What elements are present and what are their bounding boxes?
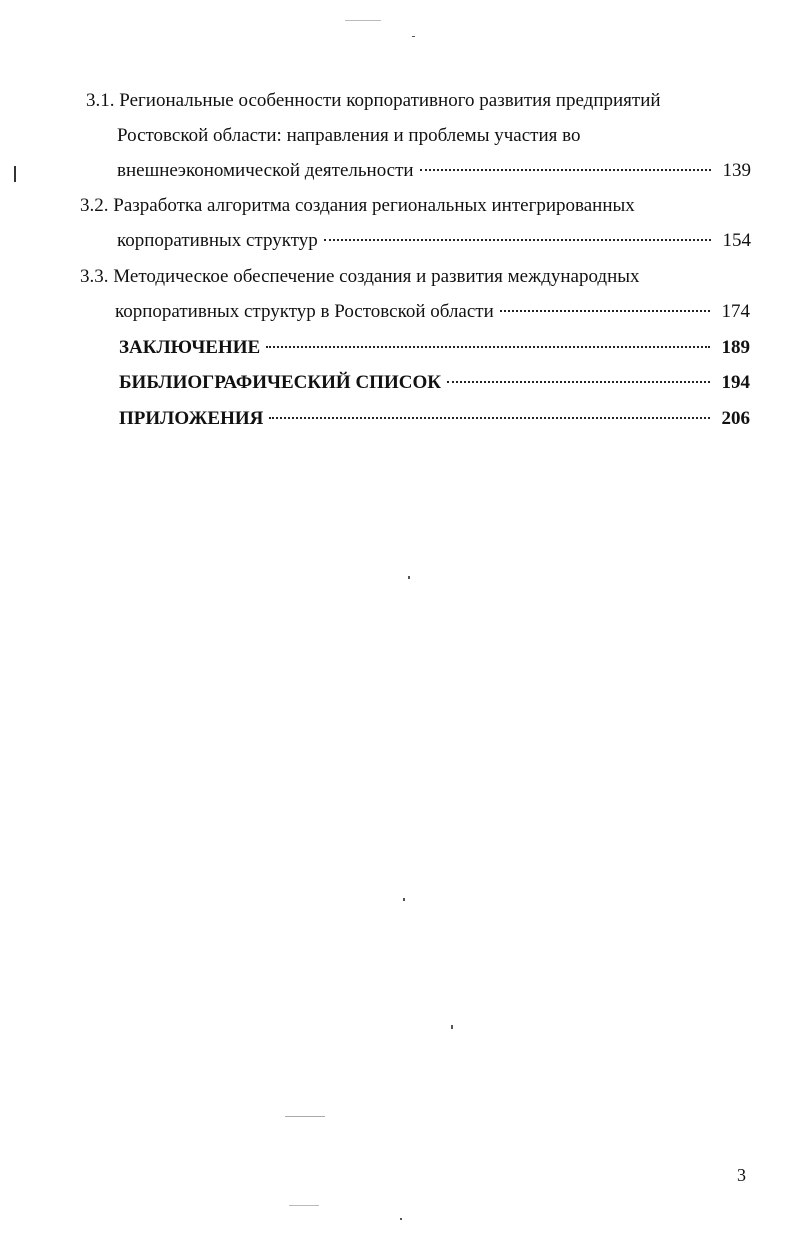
scan-speck xyxy=(14,166,16,182)
toc-entry-3-1-line-1: 3.1. Региональные особенности корпоративного развития предприятий xyxy=(86,90,661,111)
dot-leader xyxy=(420,169,711,171)
scan-speck xyxy=(412,36,415,37)
dot-leader xyxy=(447,381,710,383)
toc-entry-bibliography xyxy=(119,371,750,395)
toc-entry-3-2-line-2 xyxy=(117,229,751,253)
scan-speck xyxy=(285,1116,325,1117)
toc-entry-conclusion-page: 189 xyxy=(721,337,750,358)
scan-speck xyxy=(408,576,410,579)
toc-entry-appendices-page: 206 xyxy=(721,408,750,429)
toc-entry-3-1-line-2: Ростовской области: направления и проблемы участия во xyxy=(117,125,581,146)
scan-speck xyxy=(403,898,405,901)
toc-entry-3-2-line-1: 3.2. Разработка алгоритма создания региональных интегрированных xyxy=(80,195,635,216)
scan-speck xyxy=(289,1205,319,1206)
toc-entry-3-2-page: 154 xyxy=(722,230,751,251)
toc-entry-3-1-label: внешнеэкономической деятельности xyxy=(117,160,414,181)
scan-speck xyxy=(400,1218,402,1220)
dot-leader xyxy=(500,310,710,312)
toc-entry-3-3-line-2 xyxy=(115,300,750,324)
toc-entry-3-3-page: 174 xyxy=(721,301,750,322)
toc-entry-appendices-label: ПРИЛОЖЕНИЯ xyxy=(119,408,264,429)
toc-entry-bibliography-label: БИБЛИОГРАФИЧЕСКИЙ СПИСОК xyxy=(119,372,442,393)
toc-entry-3-1-page: 139 xyxy=(722,160,751,181)
dot-leader xyxy=(324,239,711,241)
page-number: 3 xyxy=(737,1165,746,1185)
toc-entry-3-1-line-3 xyxy=(117,159,751,183)
toc-entry-conclusion-label: ЗАКЛЮЧЕНИЕ xyxy=(119,337,261,358)
scan-speck xyxy=(345,20,381,21)
toc-entry-3-2-label: корпоративных структур xyxy=(117,230,318,251)
toc-entry-conclusion xyxy=(119,336,750,360)
dot-leader xyxy=(266,346,710,348)
toc-entry-bibliography-page: 194 xyxy=(721,372,750,393)
toc-entry-appendices xyxy=(119,407,750,431)
dot-leader xyxy=(269,417,710,419)
toc-entry-3-3-line-1: 3.3. Методическое обеспечение создания и развития международных xyxy=(80,266,640,287)
scan-speck xyxy=(451,1025,453,1029)
toc-entry-3-3-label: корпоративных структур в Ростовской области xyxy=(115,301,494,322)
